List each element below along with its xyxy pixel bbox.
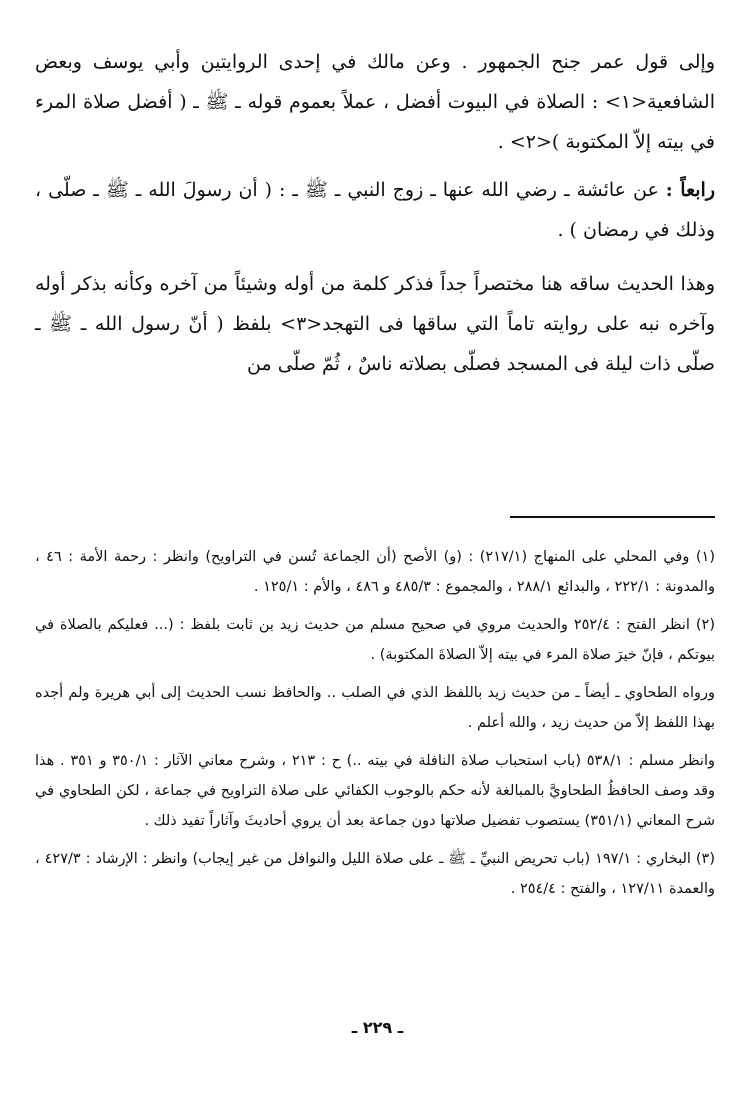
footnote-3: (٣) البخاري : ١٩٧/١ (باب تحريض النبيِّ ـ ﷺ ـ على صلاة الليل والنوافل من غير إيجاب) وانظر : الإرشاد : ٤٢٧/٣ ، والعمدة ١٢٧/١١ ، والفتح : ٢٥٤/٤ .: [35, 851, 715, 897]
main-text: [35, 42, 715, 384]
paragraph-2-lead: رابعاً :: [665, 179, 715, 201]
paragraph-2: [35, 170, 715, 250]
paragraph-2-body: عن عائشة ـ رضي الله عنها ـ زوج النبي ـ ﷺ ـ : ( أن رسولَ الله ـ ﷺ ـ صلّى ، وذلك في رمضان ) .: [35, 179, 715, 241]
paragraph-1: وإلى قول عمر جنح الجمهور . وعن مالك في إحدى الروايتين وأبي يوسف وبعض الشافعية<١> : الصلاة في البيوت أفضل ، عملاً بعموم قوله ـ ﷺ ـ ( أفضل صلاة المرء في بيته إلاّ المكتوبة )<٢> .: [35, 51, 715, 153]
footnote-2-continuation: ورواه الطحاوي ـ أيضاً ـ من حديث زيد باللفظ الذي في الصلب .. والحافظ نسب الحديث إلى أبي هريرة ولم أجده بهذا اللفظ إلاّ من حديث زيد ، والله أعلم .: [35, 685, 715, 731]
footnote-2-reference: وانظر مسلم : ٥٣٨/١ (باب استحباب صلاة النافلة في بيته ..) ح : ٢١٣ ، وشرح معاني الآثار : ٣٥٠/١ و ٣٥١ . هذا وقد وصف الحافظُ الطحاويَّ بالمبالغة لأنه حكم بالوجوب الكفائي على صلاة التراويح في جماعة ، لكن الطحاوي في شرح المعاني (٣٥١/١) يستصوب تفضيل صلاتها دون جماعة بعد أن يروي أحاديثَ وآثاراً تفيد ذلك .: [35, 753, 715, 829]
footnotes: [35, 542, 715, 912]
paragraph-3: وهذا الحديث ساقه هنا مختصراً جداً فذكر كلمة من أوله وشيئاً من آخره وكأنه بذكر أوله وآخره نبه على روايته تاماً التي ساقها فى التهجد<٣> بلفظ ( أنّ رسول الله ـ ﷺ ـ صلّى ذات ليلة فى المسجد فصلّى بصلاته ناسٌ ، ثُمّ صلّى من: [35, 273, 716, 375]
footnote-1: (١) وفي المحلي على المنهاج (٢١٧/١) : (و) الأصح (أن الجماعة تُسن في التراويح) وانظر : رحمة الأمة : ٤٦ ، والمدونة : ٢٢٢/١ ، والبدائع ٢٨٨/١ ، والمجموع : ٤٨٥/٣ و ٤٨٦ ، والأم : ١٢٥/١ .: [35, 549, 715, 595]
footnote-divider: [510, 516, 715, 518]
page-number: ـ ٢٢٩ ـ: [351, 1018, 404, 1037]
footnote-2: (٢) انظر الفتح : ٢٥٢/٤ والحديث مروي في صحيح مسلم من حديث زيد بن ثابت بلفظ : (... فعليكم بالصلاة في بيوتكم ، فإنّ خيرَ صلاة المرء في بيته إلاّ الصلاةَ المكتوبة) .: [35, 617, 715, 663]
